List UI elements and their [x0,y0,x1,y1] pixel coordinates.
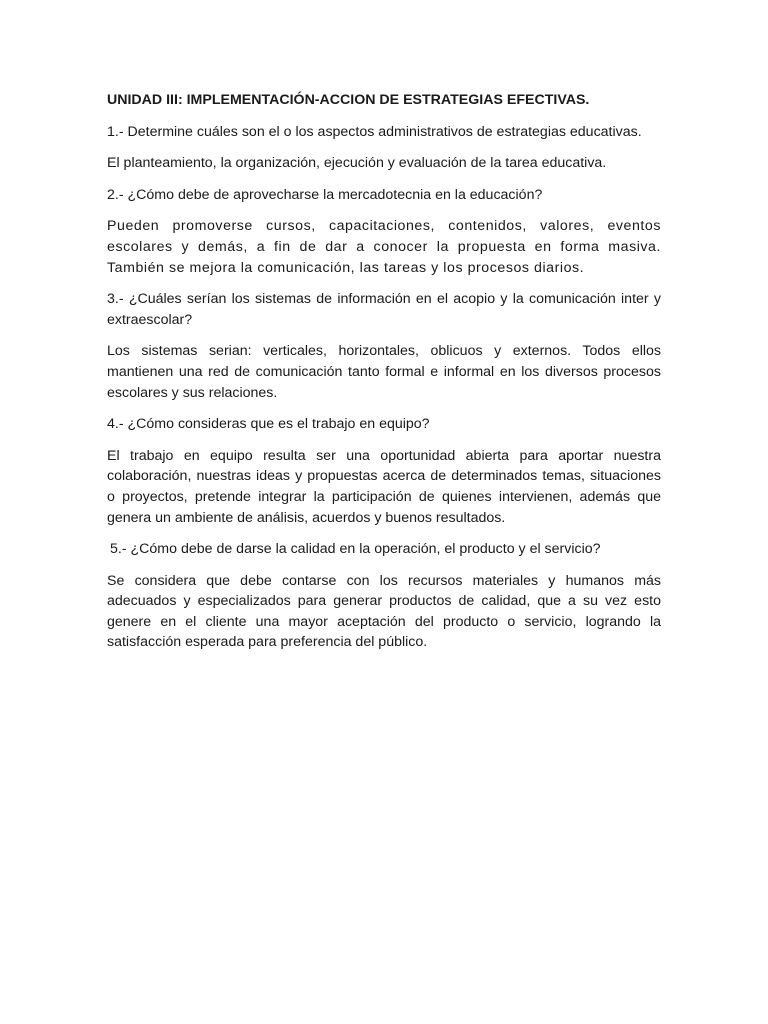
page-title: UNIDAD III: IMPLEMENTACIÓN-ACCION DE ESTRATEGIAS EFECTIVAS. [107,92,590,108]
answer-5: Se considera que debe contarse con los recursos materiales y humanos más adecuados y especializados para generar productos de calidad, que a su vez esto genere en el cliente una mayor aceptación del producto o servicio, logrando la satisfacción esperada para preferencia del público. [107,572,661,651]
question-3: 3.- ¿Cuáles serían los sistemas de información en el acopio y la comunicación inter y extraescolar? [107,291,661,328]
document-page [107,90,661,664]
answer-3: Los sistemas serian: verticales, horizontales, oblicuos y externos. Todos ellos mantienen una red de comunicación tanto formal e informal en los diversos procesos escolares y sus relaciones. [107,343,661,401]
question-2: 2.- ¿Cómo debe de aprovecharse la mercadotecnia en la educación? [107,186,543,203]
answer-2: Pueden promoverse cursos, capacitaciones, contenidos, valores, eventos escolares y demás, a fin de dar a conocer la propuesta en forma masiva. También se mejora la comunicación, las tareas y los procesos diarios. [107,218,661,276]
question-1: 1.- Determine cuáles son el o los aspectos administrativos de estrategias educativas. [107,123,642,140]
question-5: 5.- ¿Cómo debe de darse la calidad en la operación, el producto y el servicio? [110,541,601,558]
answer-1: El planteamiento, la organización, ejecución y evaluación de la tarea educativa. [107,155,607,172]
question-4: 4.- ¿Cómo consideras que es el trabajo en equipo? [107,416,430,433]
answer-4: El trabajo en equipo resulta ser una oportunidad abierta para aportar nuestra colaboración, nuestras ideas y propuestas acerca de determinados temas, situaciones o proyectos, pretende integrar la participación de quienes intervienen, además que genera un ambiente de análisis, acuerdos y buenos resultados. [107,447,661,526]
